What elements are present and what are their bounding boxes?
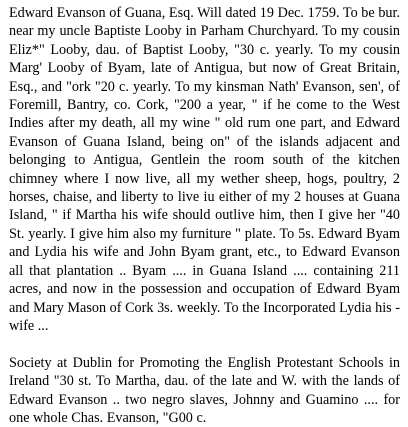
bequest-paragraph: Society at Dublin for Promoting the English Protestant Schools in Ireland "30 st. To Martha, dau. of the late and W. with the lands of Edward Evanson .. two negro slaves, Johnny and Guamino .... for one whole Chas. Evanson, "G00 c. <box>9 354 400 426</box>
will-paragraph: Edward Evanson of Guana, Esq. Will dated 19 Dec. 1759. To be bur. near my uncle Baptiste Looby in Parham Churchyard. To my cousin Eliz*" Looby, dau. of Baptist Looby, "30 c. yearly. To my cousin Marg' Looby of Byam, late of Antigua, but now of Great Britain, Esq., and "ork "20 c. yearly. To my kinsman Nath' Evanson, sen', of Foremill, Bantry, co. Cork, "200 a year, " if he come to the West Indies after my death, all my wine " old rum one part, and Edward Evanson of Guana Island, being on" of the islands adjacent and belonging to Antigua, Gentlein the room south of the kitchen chimney where I now live, all my wether sheep, hogs, poultry, 2 horses, chaise, and liberty to live iu either of my 2 houses at Guana Island, " if Martha his wife should outlive him, then I give her "40 St. yearly. I give him also my furniture " plate. To 5s. Edward Byam and Lydia his wife and John Byam grant, etc., to Edward Evanson all that plantation .. Byam .... in Guana Island .... containing 211 acres, and now in the possession and occupation of Edward Byam and Mary Mason of Cork 3s. weekly. To the Incorporated Lydia his -wife ... <box>9 5 400 334</box>
